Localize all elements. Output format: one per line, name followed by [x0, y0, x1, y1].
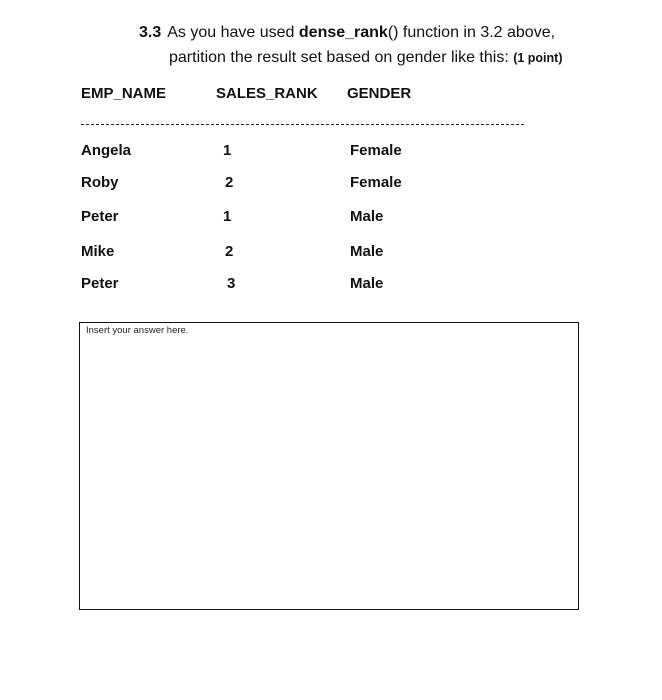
row-3-sales-rank: 1 [223, 208, 232, 225]
row-4-emp-name: Mike [81, 243, 115, 260]
row-2-sales-rank: 2 [225, 174, 234, 191]
row-3-gender: Male [350, 208, 384, 225]
row-5-emp-name: Peter [81, 275, 119, 292]
question-points: (1 point) [513, 51, 563, 65]
question-line-1 [139, 23, 555, 43]
row-2-gender: Female [350, 174, 402, 191]
row-1-gender: Female [350, 142, 402, 159]
question-text-end: () function in 3.2 above, [387, 24, 556, 41]
question-text-line-2: partition the result set based on gender like this: [169, 49, 514, 66]
row-4-sales-rank: 2 [225, 243, 234, 260]
header-emp-name: EMP_NAME [81, 85, 167, 102]
answer-textbox[interactable] [79, 322, 579, 610]
question-text-start: As you have used [167, 24, 299, 41]
row-2-emp-name: Roby [81, 174, 119, 191]
header-separator [81, 124, 524, 125]
header-gender: GENDER [347, 85, 412, 102]
function-name: dense_rank [298, 24, 388, 41]
answer-placeholder: Insert your answer here. [86, 325, 189, 336]
question-line-2 [169, 48, 563, 68]
row-1-sales-rank: 1 [223, 142, 232, 159]
question-number: 3.3 [139, 24, 162, 41]
row-5-gender: Male [350, 275, 384, 292]
row-5-sales-rank: 3 [227, 275, 236, 292]
row-1-emp-name: Angela [81, 142, 132, 159]
header-sales-rank: SALES_RANK [216, 85, 318, 102]
row-3-emp-name: Peter [81, 208, 119, 225]
row-4-gender: Male [350, 243, 384, 260]
